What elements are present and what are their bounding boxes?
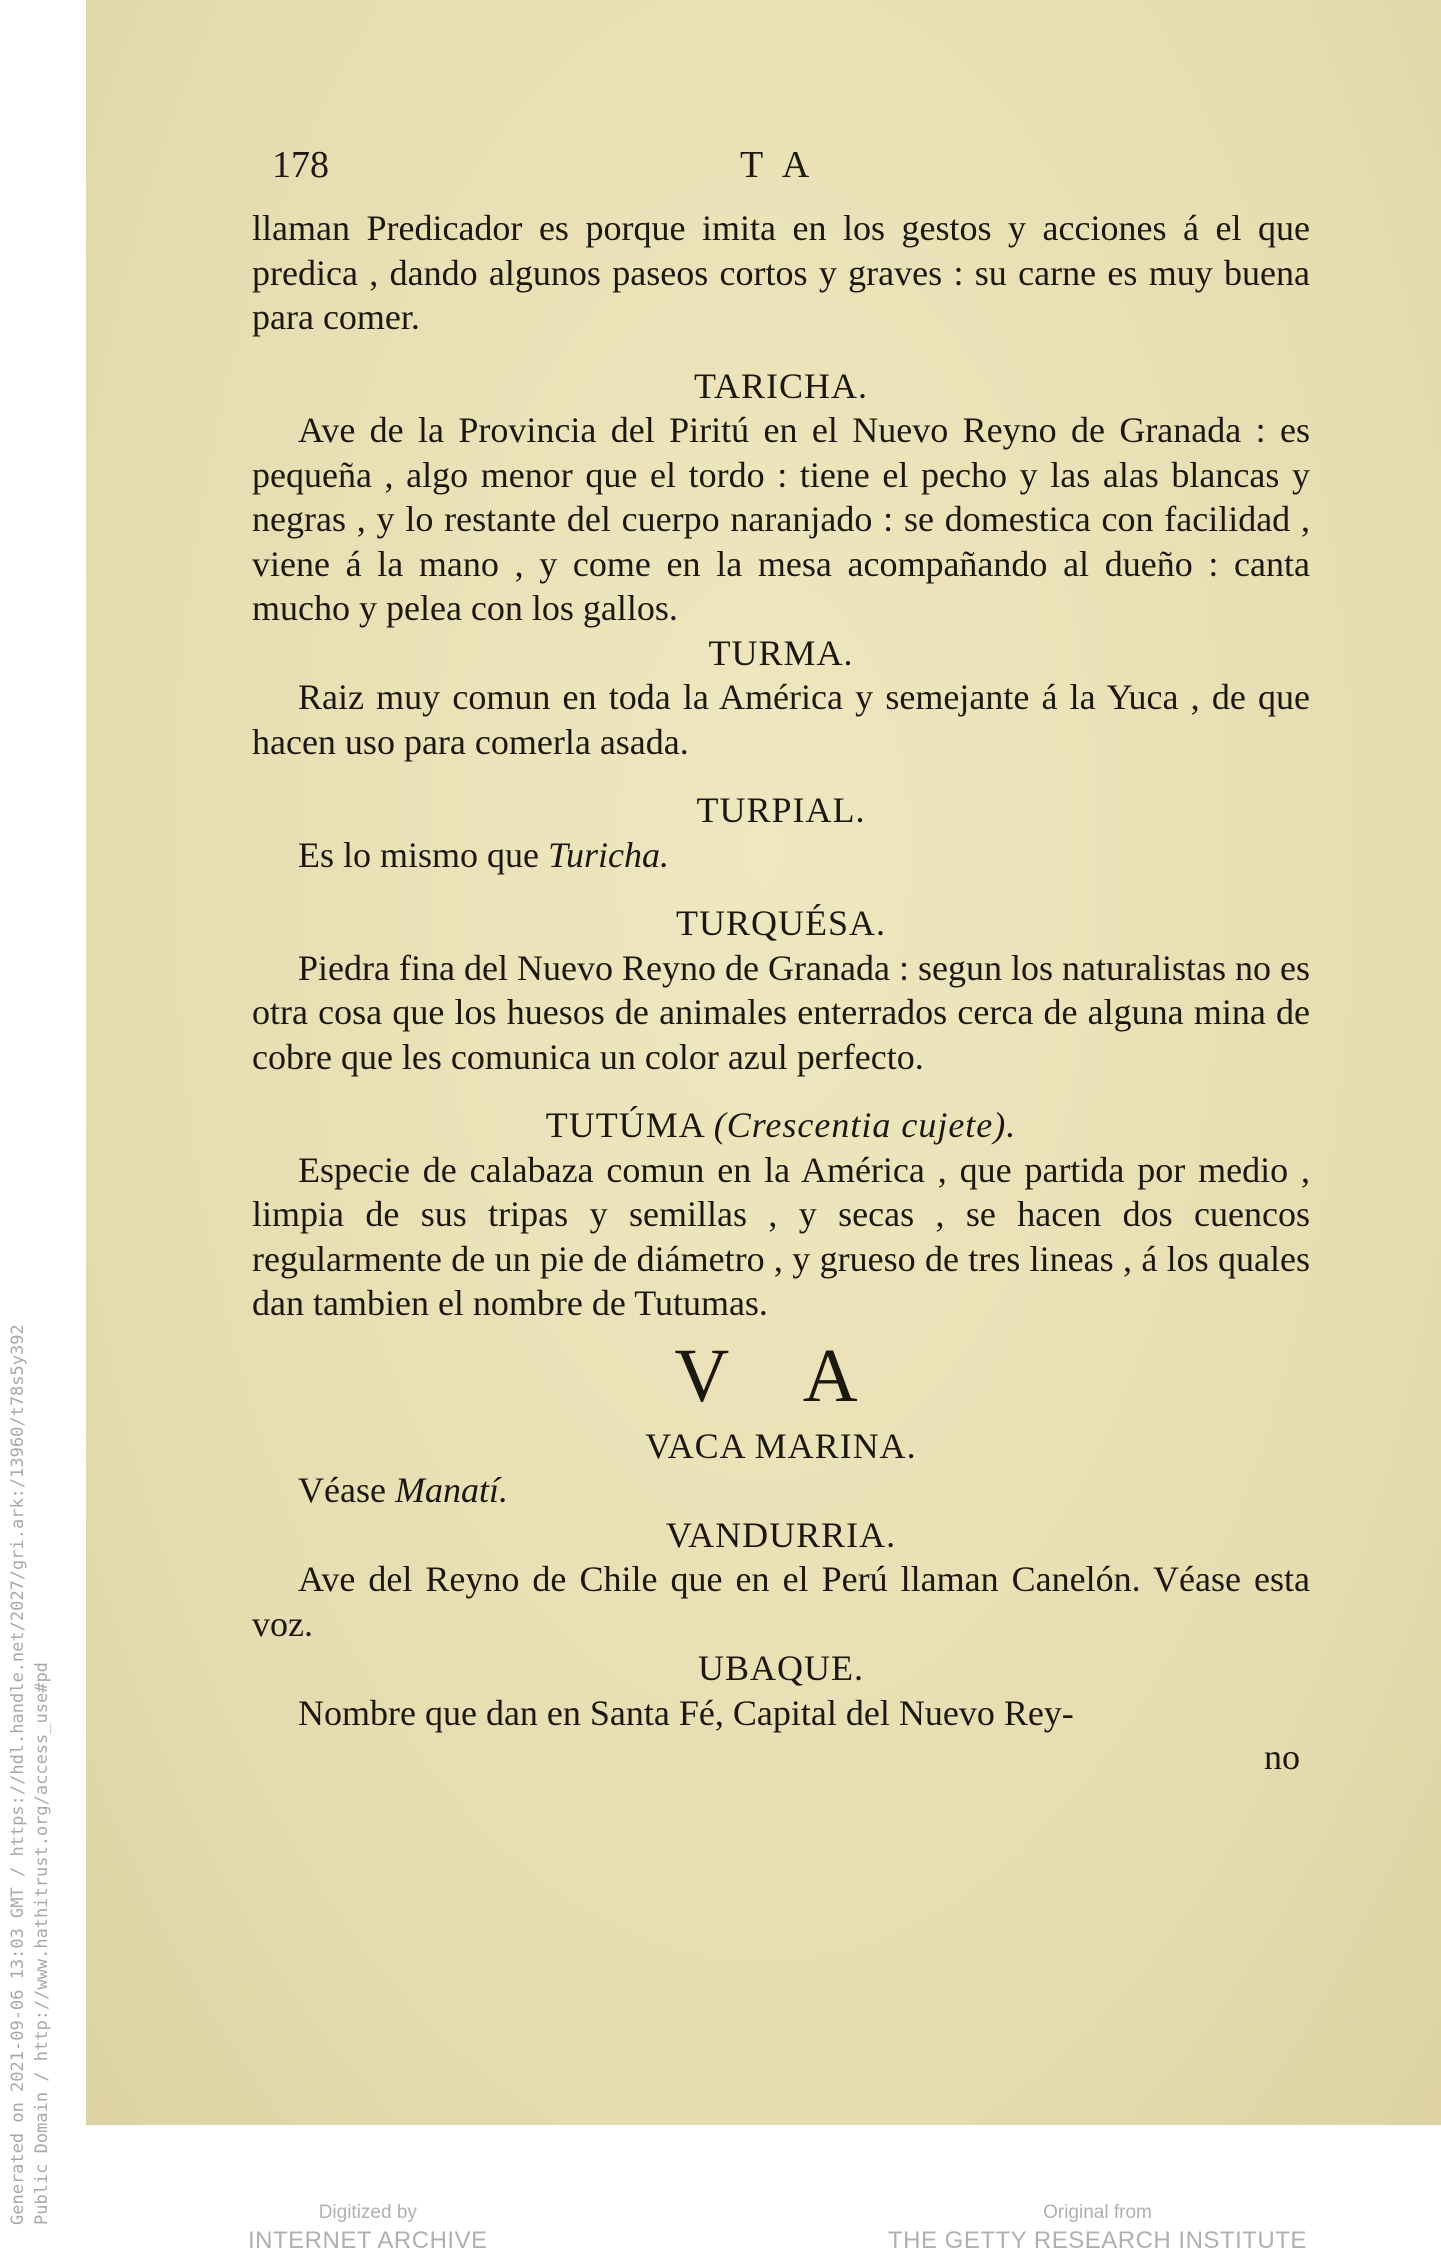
digitized-by-label: Digitized by — [318, 2202, 417, 2223]
tutuma-latin-name: (Crescentia cujete). — [713, 1105, 1017, 1145]
getty-institute-label: THE GETTY RESEARCH INSTITUTE — [888, 2227, 1307, 2254]
section-heading: V A — [674, 1333, 888, 1418]
entry-text-turpial — [252, 833, 1310, 878]
original-from-credit — [888, 2200, 1307, 2256]
page-number: 178 — [272, 144, 329, 186]
running-title: T A — [740, 144, 816, 186]
public-domain-line: Public Domain / http://www.hathitrust.org/access_use#pd — [32, 1662, 52, 2225]
entry-heading-ubaque: UBAQUE. — [698, 1648, 864, 1688]
entry-heading-taricha: TARICHA. — [693, 365, 869, 406]
internet-archive-label: INTERNET ARCHIVE — [248, 2227, 488, 2254]
entry-text-vaca-marina — [252, 1468, 1310, 1513]
entry-heading-vaca-marina: VACA MARINA. — [645, 1425, 917, 1466]
entry-heading-tutuma — [252, 1103, 1310, 1148]
entry-text-taricha: Ave de la Provincia del Piritú en el Nuevo Reyno de Granada : es pequeña , algo menor que el tordo : tiene el pecho y las alas blancas y negras , y lo restante del cuerpo naranjado : se domestica con facilidad , viene á la mano , y come en la mesa acompañando al dueño : canta mucho y pelea con los gallos. — [252, 410, 1310, 628]
vaca-marina-cross-reference: Manatí. — [394, 1470, 508, 1510]
intro-paragraph: llaman Predicador es porque imita en los gestos y acciones á el que predica , dando algunos paseos cortos y graves : su carne es muy buena para comer. — [252, 208, 1310, 337]
entry-text-ubaque: Nombre que dan en Santa Fé, Capital del Nuevo Rey- — [298, 1692, 1074, 1733]
generation-line: Generated on 2021-09-06 13:03 GMT / https://hdl.handle.net/2027/gri.ark:/13960/t78s5y392 — [8, 1324, 28, 2225]
tutuma-heading: TUTÚMA — [545, 1105, 704, 1145]
entry-text-turquesa: Piedra fina del Nuevo Reyno de Granada : segun los naturalistas no es otra cosa que los huesos de animales enterrados cerca de alguna mina de cobre que les comunica un color azul perfecto. — [252, 947, 1310, 1077]
digitized-by-credit — [248, 2200, 488, 2256]
page-text — [252, 206, 1310, 1780]
entry-heading-turquesa: TURQUÉSA. — [675, 903, 886, 943]
original-from-label: Original from — [1043, 2202, 1152, 2223]
turpial-cross-reference: Turicha. — [548, 834, 670, 875]
entry-heading-turpial: TURPIAL. — [696, 790, 866, 830]
vaca-marina-text: Véase — [298, 1470, 395, 1510]
entry-heading-vandurria: VANDURRIA. — [665, 1514, 897, 1555]
turpial-text: Es lo mismo que — [298, 834, 548, 875]
generation-watermark — [6, 1324, 54, 2225]
entry-heading-turma: TURMA. — [708, 632, 854, 673]
entry-text-tutuma: Especie de calabaza comun en la América , que partida por medio , limpia de sus tripas y semillas , y secas , se hacen dos cuencos regularmente de un pie de diámetro , y grueso de tres lineas , á los quales dan tambien el nombre de Tutumas. — [252, 1149, 1310, 1323]
catchword: no — [1264, 1737, 1300, 1777]
entry-text-turma: Raiz muy comun en toda la América y semejante á la Yuca , de que hacen uso para comerla asada. — [252, 677, 1310, 762]
entry-text-vandurria: Ave del Reyno de Chile que en el Perú llaman Canelón. Véase esta voz. — [252, 1559, 1310, 1644]
